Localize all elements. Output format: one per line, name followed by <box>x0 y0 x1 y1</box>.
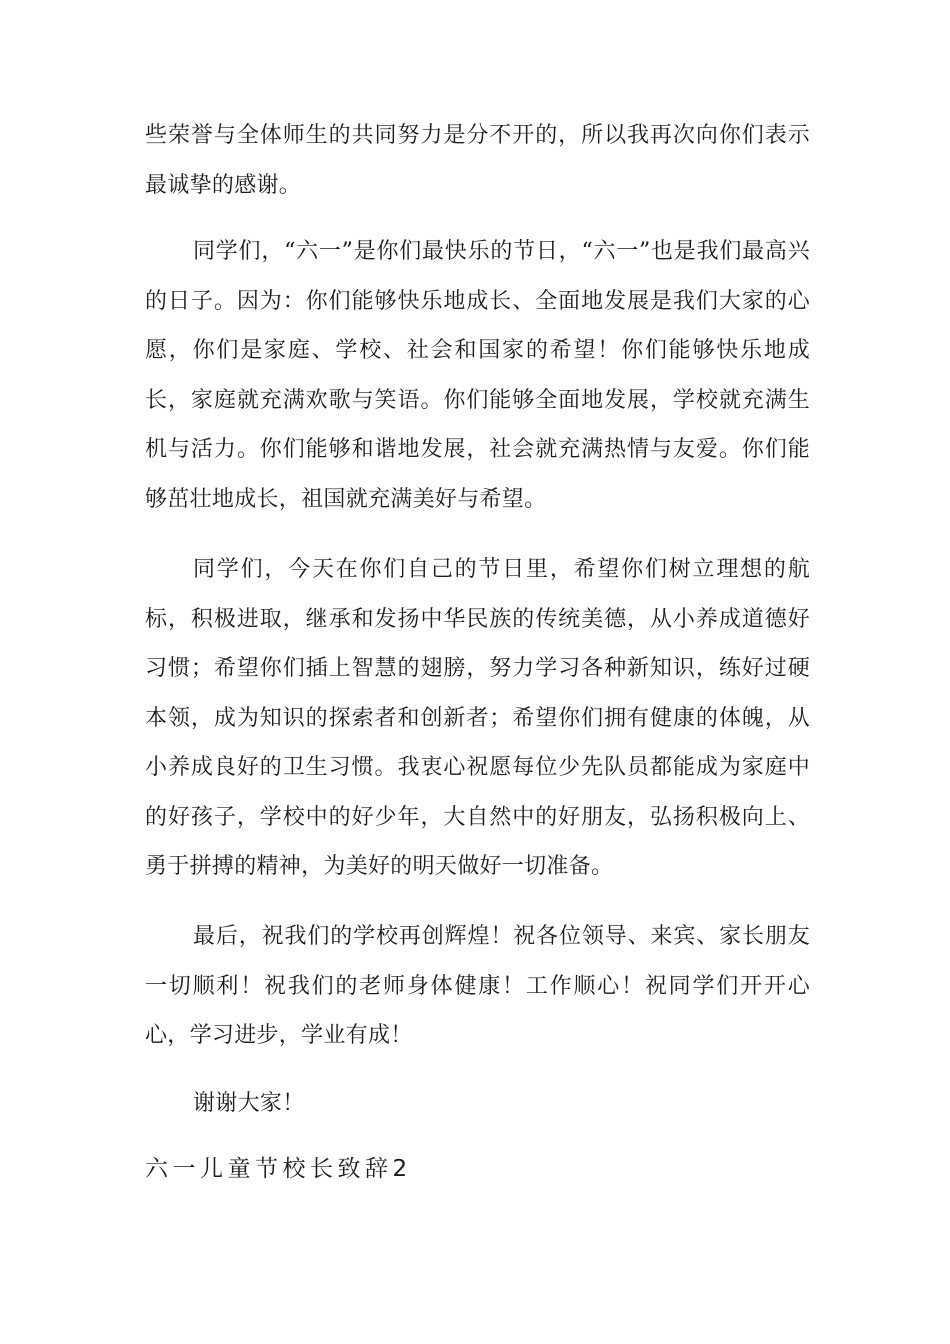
paragraph-wishes: 同学们，今天在你们自己的节日里，希望你们树立理想的航标，积极进取，继承和发扬中华民族的传统美德，从小养成道德好习惯；希望你们插上智慧的翅膀，努力学习各种新知识，练好过硬本领，成为知识的探索者和创新者；希望你们拥有健康的体魄，从小养成良好的卫生习惯。我衷心祝愿每位少先队员都能成为家庭中的好孩子，学校中的好少年，大自然中的好朋友，弘扬积极向上、勇于拼搏的精神，为美好的明天做好一切准备。 <box>145 557 810 879</box>
paragraph-thanks: 谢谢大家！ <box>193 1091 305 1116</box>
paragraph-closing-blessings: 最后，祝我们的学校再创辉煌！祝各位领导、来宾、家长朋友一切顺利！祝我们的老师身体健康！工作顺心！祝同学们开开心心，学习进步，学业有成！ <box>145 924 810 1048</box>
paragraph-continuation: 些荣誉与全体师生的共同努力是分不开的，所以我再次向你们表示最诚挚的感谢。 <box>145 123 810 198</box>
section-heading: 六一儿童节校长致辞2 <box>145 1156 412 1182</box>
paragraph-festival-meaning: 同学们，“六一”是你们最快乐的节日，“六一”也是我们最高兴的日子。因为：你们能够快乐地成长、全面地发展是我们大家的心愿，你们是家庭、学校、社会和国家的希望！你们能够快乐地成长，家庭就充满欢歌与笑语。你们能够全面地发展，学校就充满生机与活力。你们能够和谐地发展，社会就充满热情与友爱。你们能够茁壮地成长，祖国就充满美好与希望。 <box>145 239 810 512</box>
